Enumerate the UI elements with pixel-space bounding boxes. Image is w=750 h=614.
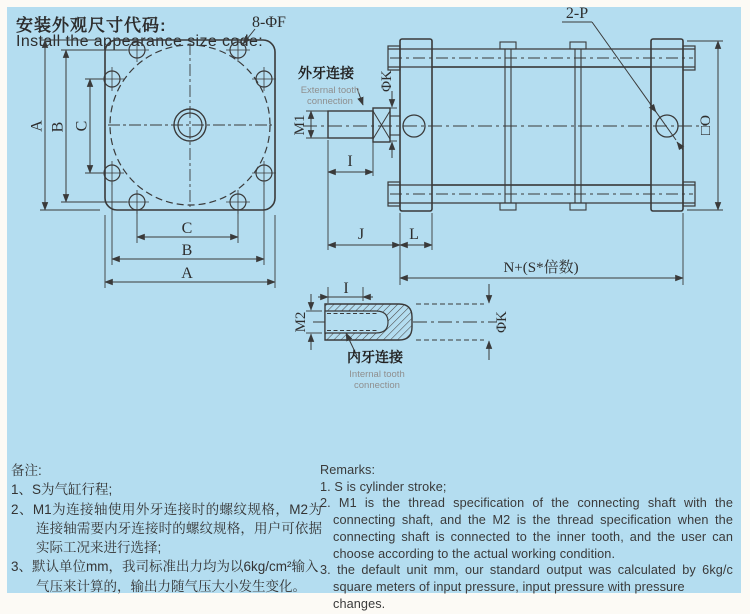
- notes-english: [320, 462, 733, 612]
- note-line: choose according to the actual working condition.: [333, 546, 616, 561]
- note-line: 2、M1为连接轴使用外牙连接时的螺纹规格，M2为: [11, 501, 322, 517]
- note-line: 连接轴需要内牙连接时的螺纹规格，用户可依据: [36, 520, 322, 536]
- dim-label-C-bottom: C: [181, 220, 193, 237]
- dim-label-N: N+(S*倍数): [503, 260, 579, 276]
- dim-label-M2: M2: [293, 311, 309, 333]
- note-line: 1、S为气缸行程;: [11, 482, 113, 498]
- flange-extension-lines: [40, 40, 275, 288]
- dim-label-B-bottom: B: [181, 242, 193, 259]
- dim-label-C-left: C: [73, 120, 91, 132]
- note-line: connecting shaft, and the M2 is the thread specification when the: [333, 513, 733, 528]
- note-line: square meters of input pressure, input pressure with pressure changes.: [333, 579, 685, 611]
- dim-label-phiK: ΦK: [379, 70, 395, 92]
- note-line: 2. M1 is the thread specification of the connecting shaft with the: [320, 496, 733, 511]
- dim-label-B-left: B: [49, 121, 67, 133]
- flange-front-view: [40, 29, 276, 288]
- dim-label-phiK-internal: ΦK: [494, 311, 510, 333]
- internal-tooth-label-en2: connection: [354, 380, 400, 391]
- bolt-callout-leader: [243, 29, 255, 44]
- side-extension-lines: [306, 41, 723, 285]
- external-tooth-label-en2: connection: [307, 96, 353, 107]
- bolt-hole: [252, 161, 276, 185]
- bolt-hole: [125, 38, 149, 62]
- dim-label-A-left: A: [28, 120, 46, 132]
- note-line: connecting shaft is connected to the inner tooth, and the user can: [333, 529, 733, 544]
- bolt-holes: [100, 38, 276, 214]
- notes-zh-heading: 备注:: [11, 463, 42, 478]
- dim-label-I-internal: I: [343, 280, 349, 297]
- bolt-hole: [100, 67, 124, 91]
- dim-label-M1: M1: [292, 114, 308, 136]
- bolt-hole: [226, 38, 250, 62]
- dim-label-J: J: [357, 226, 365, 243]
- dim-label-L: L: [409, 226, 419, 243]
- note-line: 气压来计算的，输出力随气压大小发生变化。: [36, 578, 306, 594]
- flange-dimension-lines: [45, 40, 275, 282]
- threaded-rod: [328, 111, 373, 138]
- page-title-zh: 安装外观尺寸代码:: [16, 16, 167, 35]
- external-tooth-label-zh: 外牙连接: [298, 65, 354, 81]
- notes-en-heading: Remarks:: [320, 463, 376, 477]
- notes-chinese: [11, 461, 322, 596]
- side-dimension-lines: [311, 41, 718, 278]
- bolt-callout-label: 8-ΦF: [252, 14, 286, 31]
- internal-tooth-label-zh: 内牙连接: [347, 349, 403, 365]
- dim-label-A-bottom: A: [181, 265, 193, 282]
- bolt-hole: [252, 67, 276, 91]
- page-title-en: Install the appearance size code:: [16, 33, 264, 50]
- rod-neck: [390, 116, 400, 135]
- port-callout-label: 2-P: [565, 5, 589, 22]
- note-line: 1. S is cylinder stroke;: [320, 479, 447, 494]
- note-line: 3. the default unit mm, our standard output was calculated by 6kg/c: [320, 563, 733, 578]
- note-line: 3、默认单位mm，我司标准出力均为以6kg/cm²输入: [11, 559, 319, 575]
- note-line: 实际工况来进行选择;: [36, 540, 162, 556]
- internal-tooth-label-en1: Internal tooth: [349, 369, 405, 380]
- dim-label-squareO: □O: [698, 115, 714, 135]
- external-tooth-label-en1: External tooth: [300, 85, 360, 96]
- port-callout-leader: [562, 22, 683, 150]
- thread-cavity: [325, 311, 388, 333]
- dim-label-I: I: [347, 153, 353, 170]
